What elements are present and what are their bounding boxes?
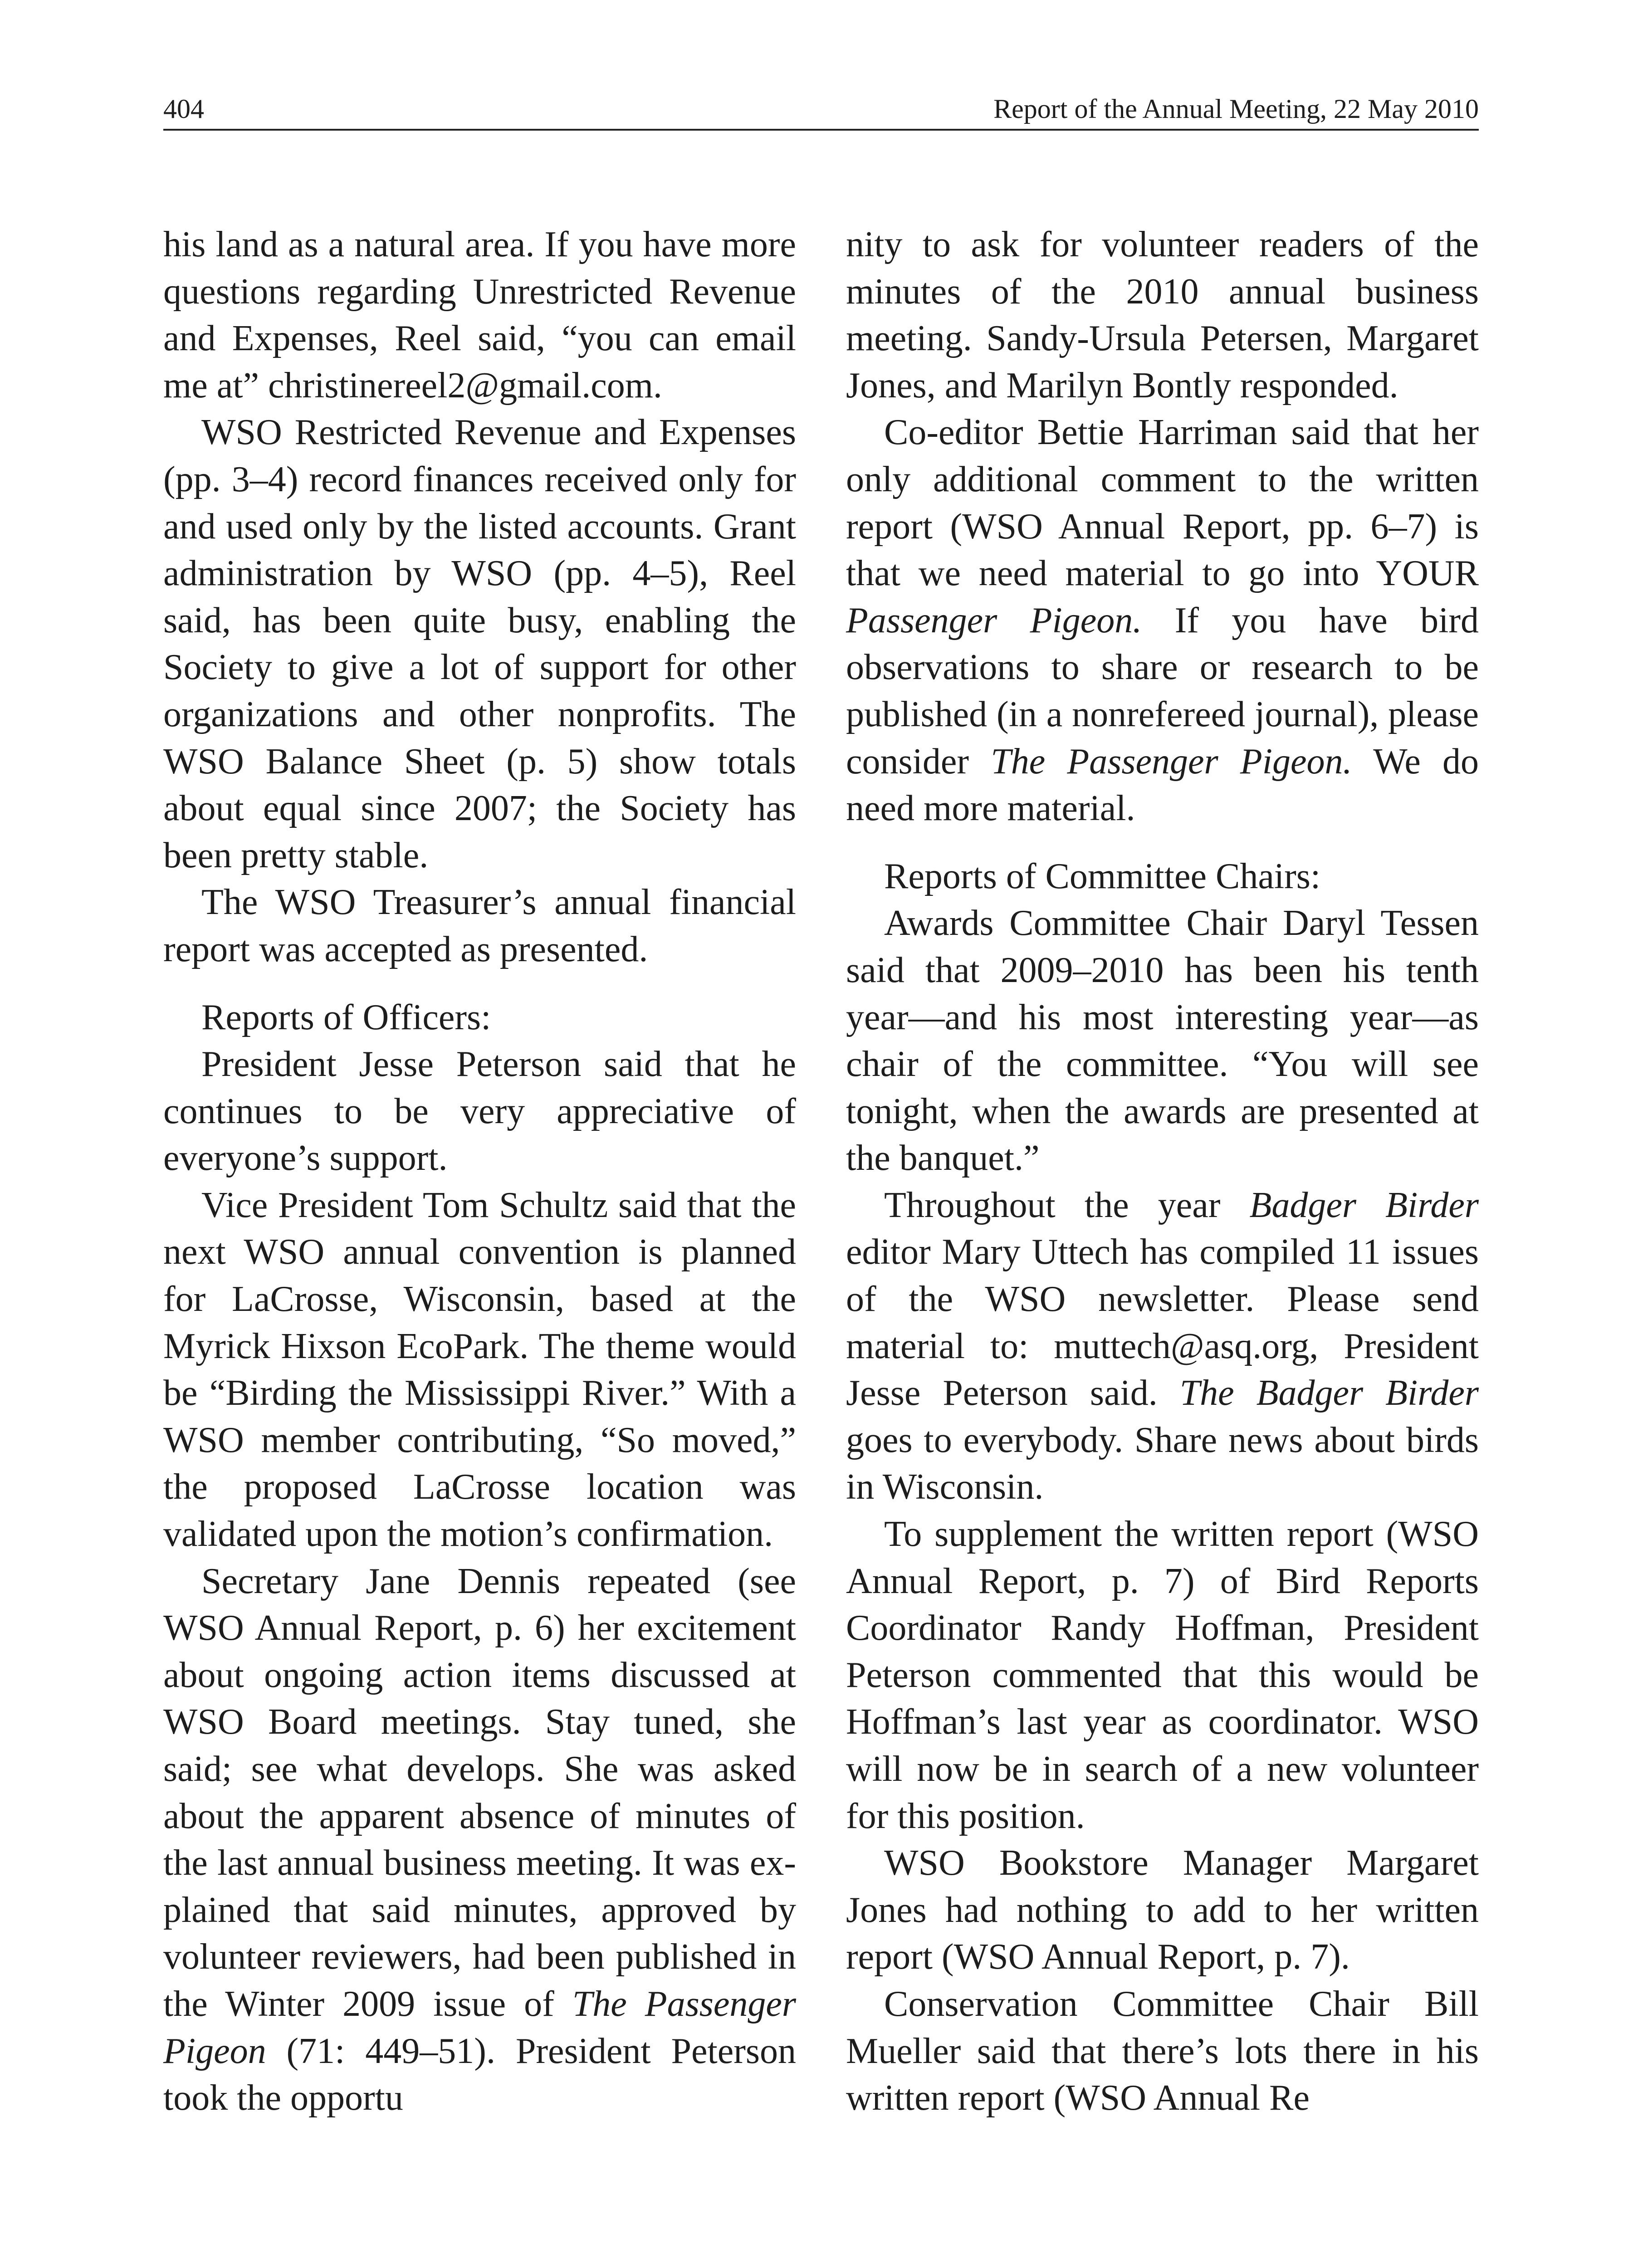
right-column xyxy=(846,221,1479,2122)
journal-title: Passenger Pigeon. xyxy=(846,600,1142,640)
co-editor-text-c: We do need more material. xyxy=(846,741,1479,829)
section-heading-officers: Reports of Officers: xyxy=(201,997,491,1037)
journal-title: The Passenger Pigeon xyxy=(163,1984,797,2071)
right-paragraph-conservation: Conservation Committee Chair Bill Mueller said that there’s lots there in his written report (WSO Annual Re xyxy=(846,1984,1479,2118)
right-paragraph-newsletter xyxy=(846,1182,1479,1511)
left-paragraph-1: his land as a natural area. If you have more questions regarding Unrestricted Revenue and Expenses, Reel said, “you can email me at” christinereel2@gmail.com. xyxy=(163,225,796,406)
secretary-text-b: (71: 449–51). President Peterson took the opportu xyxy=(163,2031,797,2118)
newsletter-text-a: Throughout the year xyxy=(884,1185,1221,1225)
secretary-text-a: Secretary Jane Dennis repeated (see WSO Annual Report, p. 6) her excitement about ongoing action items discussed at WSO Board meetings. Stay tuned, she said; see what develops. She was asked about the apparent absence of minutes of the last annual business meeting. It was explained that said minutes, approved by volunteer reviewers, had been published in the Winter 2009 issue of xyxy=(163,1561,796,2024)
left-paragraph-2: WSO Restricted Revenue and Expenses (pp. 3–4) record finances received only for and used only by the listed accounts. Grant administration by WSO (pp. 4–5), Reel said, has been quite busy, enabling the Society to give a lot of support for other organizations and other nonprofits. The WSO Balance Sheet (p. 5) show totals about equal since 2007; the Society has been pretty stable. xyxy=(163,412,796,875)
right-paragraph-awards: Awards Committee Chair Daryl Tessen said that 2009–2010 has been his tenth year—and his most interesting year—as chair of the committee. “You will see tonight, when the awards are presented at the banquet.” xyxy=(846,903,1479,1178)
newsletter-title: The Badger Birder xyxy=(1179,1373,1479,1413)
newsletter-title: Badger Birder xyxy=(1249,1185,1479,1225)
right-paragraph-bird-reports: To supplement the written report (WSO Annual Report, p. 7) of Bird Reports Coordinator Randy Hoffman, President Peterson commented that this would be Hoffman’s last year as coordinator. WSO will now be in search of a new volunteer for this position. xyxy=(846,1514,1479,1836)
running-header xyxy=(163,86,1479,132)
left-paragraph-president: President Jesse Peterson said that he continues to be very appreciative of everyone’s support. xyxy=(163,1044,796,1178)
section-heading-committee-chairs: Reports of Committee Chairs: xyxy=(884,856,1321,896)
newsletter-text-c: goes to everybody. Share news about birds in Wisconsin. xyxy=(846,1420,1479,1507)
page-number: 404 xyxy=(163,94,204,124)
newsletter-text-b: editor Mary Uttech has compiled 11 issues of the WSO newsletter. Please send material to: muttech@asq.org, President Jesse Peterson said. xyxy=(846,1232,1479,1413)
document-page xyxy=(163,0,1479,2268)
left-paragraph-3: The WSO Treasurer’s annual financial report was accepted as presented. xyxy=(163,882,796,969)
right-paragraph-bookstore: WSO Bookstore Manager Margaret Jones had nothing to add to her written report (WSO Annual Report, p. 7). xyxy=(846,1843,1479,1977)
header-rule xyxy=(163,129,1479,131)
co-editor-text-a: Co-editor Bettie Harriman said that her only additional comment to the written report (WSO Annual Report, pp. 6–7) is that we need material to go into YOUR xyxy=(846,412,1479,594)
co-editor-text-b: If you have bird observations to share or research to be published (in a nonrefereed journal), please consider xyxy=(846,600,1479,782)
right-paragraph-1: nity to ask for volunteer readers of the minutes of the 2010 annual business meeting. Sandy-Ursula Petersen, Margaret Jones, and Marilyn Bontly responded. xyxy=(846,225,1479,406)
left-paragraph-vice-president: Vice President Tom Schultz said that the next WSO annual convention is planned for LaCrosse, Wisconsin, based at the Myrick Hixson EcoPark. The theme would be “Birding the Mississippi River.” With a WSO member contributing, “So moved,” the proposed LaCrosse location was validated upon the motion’s confirmation. xyxy=(163,1185,796,1554)
journal-title: The Passenger Pigeon. xyxy=(991,741,1352,782)
right-paragraph-co-editor xyxy=(846,409,1479,832)
left-paragraph-secretary xyxy=(163,1558,796,2122)
running-title: Report of the Annual Meeting, 22 May 2010 xyxy=(993,94,1479,124)
left-column xyxy=(163,221,796,2122)
